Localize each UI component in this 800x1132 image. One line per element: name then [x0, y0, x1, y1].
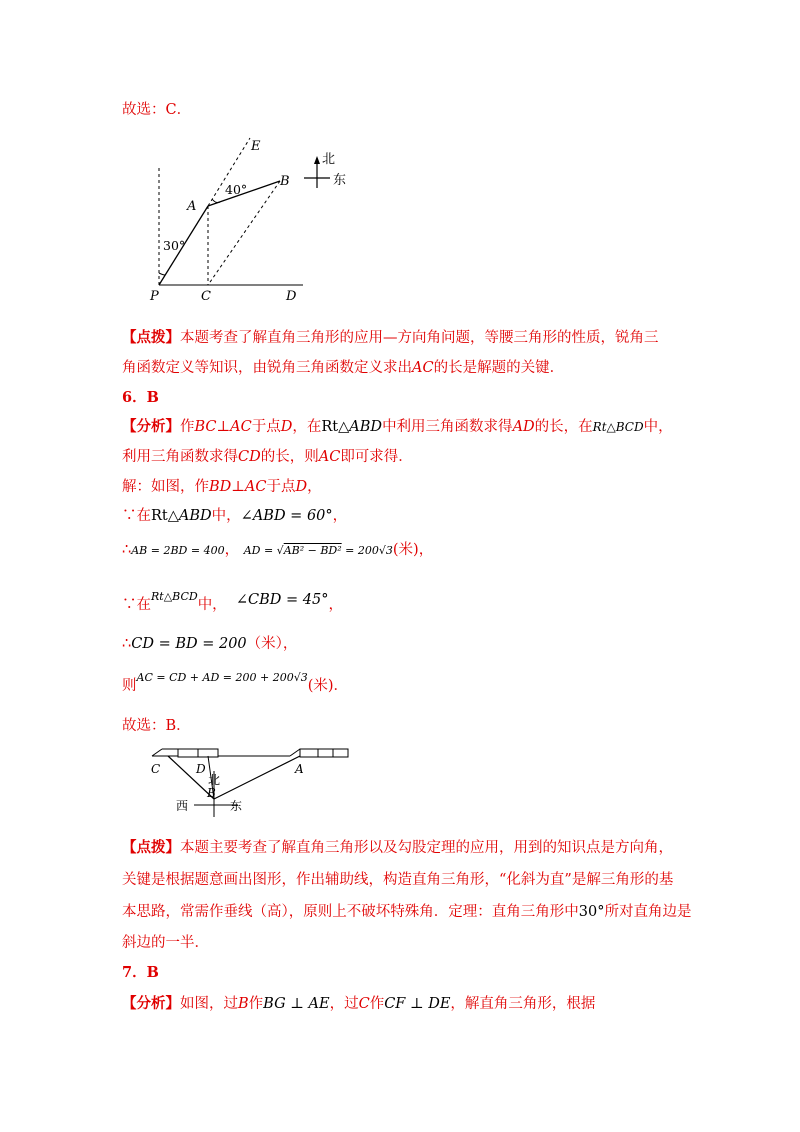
question-number: 7．B: [122, 964, 159, 981]
text: 中利用三角函数求得: [382, 419, 513, 435]
text: ，: [332, 508, 348, 524]
sqrt-prefix: AD = √: [243, 544, 284, 557]
label-c: C: [201, 289, 211, 304]
text: ，: [307, 479, 322, 495]
because-symbol: ∵在: [122, 597, 151, 613]
tip-line-2: [122, 358, 564, 378]
triangle-abd: ABD: [178, 508, 212, 524]
solution-line-2: [122, 506, 347, 526]
rt-triangle-bcd: Rt△BCD: [151, 590, 198, 603]
tip-line-3: [122, 838, 673, 858]
question-number: 6．B: [122, 389, 159, 406]
label-angle-30: 30°: [163, 238, 186, 253]
cf-perp-de: CF ⊥ DE: [384, 996, 451, 1012]
solution-line-6: [122, 671, 349, 697]
tip-line-1: [122, 328, 659, 348]
text: 则: [122, 678, 137, 694]
tip-line-4: [122, 870, 673, 890]
point-c: C: [358, 996, 370, 1012]
text: ，在: [292, 419, 322, 435]
degree-30: 30°: [578, 904, 605, 920]
therefore-symbol: ∴: [122, 636, 132, 652]
tip-text: 本题主要考查了解直角三角形以及勾股定理的应用，用到的知识点是方向角，: [180, 840, 673, 856]
sqrt-radicand: AB² − BD²: [283, 544, 342, 557]
label-e: E: [251, 139, 261, 154]
text: ，过: [329, 996, 359, 1012]
triangle-abd: ABD: [349, 419, 383, 435]
analysis-tag: 【分析】: [122, 995, 180, 1012]
question-7-answer: [122, 963, 159, 983]
text: 如图，过: [180, 996, 238, 1012]
question-6-answer: [122, 388, 159, 408]
label-a: A: [187, 199, 197, 214]
segment-bd: BD: [209, 479, 232, 495]
text: ，: [224, 542, 240, 558]
label-east: 东: [333, 173, 347, 188]
label-b: B: [207, 786, 216, 800]
analysis-line-3: [122, 994, 595, 1014]
text: 利用三角函数求得: [122, 449, 238, 465]
label-c: C: [151, 762, 161, 776]
rt-triangle: Rt△: [321, 419, 350, 435]
label-angle-40: 40°: [225, 182, 248, 197]
text: 中，: [211, 508, 241, 524]
label-p: P: [150, 289, 159, 304]
tip-line-6: [122, 933, 209, 953]
rt-triangle: Rt△: [151, 508, 179, 524]
tip-text: 本题考查了解直角三角形的应用—方向角问题，等腰三角形的性质，锐角三: [180, 330, 659, 346]
text: 中，: [643, 419, 673, 435]
text: ∵在: [122, 508, 151, 524]
equation-cd: CD = BD = 200: [131, 636, 247, 652]
analysis-tag: 【分析】: [122, 418, 180, 435]
analysis-line-1: [122, 417, 673, 437]
tip-text: 关键是根据题意画出图形，作出辅助线，构造直角三角形，“化斜为直”是解三角形的基: [122, 872, 674, 888]
equation-ac: AC = CD + AD = 200 + 200√3: [136, 671, 308, 684]
therefore-symbol: ∴: [122, 542, 132, 558]
tip-text-b: 的长是解题的关键．: [433, 360, 565, 376]
segment-ac: AC: [318, 449, 341, 465]
unit-meters: (米)，: [392, 542, 434, 558]
point-d: D: [295, 479, 308, 495]
answer-line-2: [122, 716, 191, 736]
segment-ad: AD: [512, 419, 535, 435]
text: 于点: [266, 479, 296, 495]
perp-symbol: ⊥: [231, 479, 245, 495]
text: 的长，则: [260, 449, 319, 465]
rt-triangle-bcd: Rt△BCD: [592, 420, 644, 434]
tip-text: 斜边的一半．: [122, 935, 209, 951]
solution-line-3: [122, 540, 433, 561]
label-north: 北: [322, 152, 336, 167]
tip-text-a: 角函数定义等知识，由锐角三角函数定义求出: [122, 360, 412, 376]
figure-1-direction-diagram: [140, 128, 370, 313]
text: 本思路，常需作垂线（高），原则上不破坏特殊角．定理：直角三角形中: [122, 904, 579, 920]
text: 即可求得．: [340, 449, 413, 465]
unit-meters: (米)．: [307, 678, 349, 694]
answer-text: 故选：C．: [122, 102, 192, 118]
label-b: B: [280, 174, 290, 189]
text: ，解直角三角形，根据: [450, 996, 596, 1012]
label-east: 东: [230, 799, 243, 813]
angle-cbd: ∠CBD = 45°: [235, 592, 329, 608]
result: = 200√3: [345, 544, 393, 557]
text: 解：如图，作: [122, 479, 209, 495]
label-a: A: [295, 762, 304, 776]
solution-line-4: [122, 590, 343, 616]
equation-ab: AB = 2BD = 400: [131, 544, 225, 557]
answer-text: 故选：B．: [122, 718, 191, 734]
text: 作: [180, 419, 195, 435]
label-d: D: [286, 289, 297, 304]
unit-meters: （米），: [246, 636, 298, 652]
solution-line-5: [122, 634, 297, 654]
segment-cd: CD: [238, 449, 261, 465]
text: 于点: [251, 419, 281, 435]
answer-line-1: [122, 100, 191, 120]
bg-perp-ae: BG ⊥ AE: [263, 996, 330, 1012]
figure-2-ship-diagram: [150, 743, 360, 818]
equation-ad: [244, 544, 393, 557]
text: ，: [328, 597, 343, 613]
segment-bc: BC: [194, 419, 217, 435]
point-b: B: [238, 996, 249, 1012]
text: 中，: [197, 597, 227, 613]
segment-ac: AC: [412, 360, 434, 376]
perp-symbol: ⊥: [216, 419, 231, 435]
label-west: 西: [176, 799, 189, 813]
angle-abd: ∠ABD = 60°: [240, 508, 333, 524]
point-d: D: [280, 419, 293, 435]
segment-ac: AC: [244, 479, 267, 495]
tip-tag: 【点拨】: [122, 329, 180, 346]
tip-line-5: [122, 902, 691, 922]
text: 作: [369, 996, 385, 1012]
label-north: 北: [208, 773, 221, 787]
segment-ac: AC: [230, 419, 252, 435]
tip-tag: 【点拨】: [122, 839, 180, 856]
label-d: D: [196, 762, 206, 776]
solution-line-1: [122, 477, 322, 497]
analysis-line-2: [122, 447, 413, 467]
text: 所对直角边是: [604, 904, 692, 920]
text: 作: [248, 996, 264, 1012]
text: 的长，在: [534, 419, 593, 435]
